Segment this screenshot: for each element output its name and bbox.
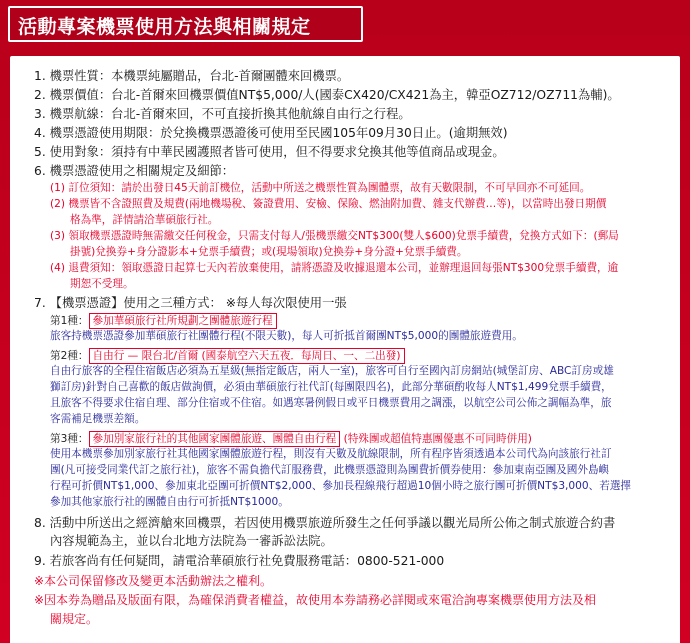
method-3-box: 參加別家旅行社的其他國家團體旅遊、團體自由行程 — [89, 431, 341, 447]
method-3-label: 第3種： — [50, 433, 89, 445]
note-2b: 關規定。 — [50, 612, 99, 626]
rule-5: 5. 使用對象：須持有中華民國護照者皆可使用，但不得要求兌換其他等值商品或現金。 — [34, 145, 505, 159]
method-3-desc-4: 參加其他家旅行社的團體自由行可折抵NT$1000。 — [50, 496, 289, 508]
method-3-desc-3: 行程可折價NT$1,000、參加東北亞團可折價NT$2,000、參加長程線飛行超過10個小時之旅行團可折價NT$3,000、若選擇 — [50, 480, 632, 492]
method-3-desc-2: 團(凡可接受同業代訂之旅行社)，旅客不需負擔代訂服務費，此機票憑證則為團費折價券使用：參加東南亞團及國外島嶼 — [50, 464, 610, 476]
method-1-heading — [50, 313, 277, 329]
rule-3: 3. 機票航線：台北-首爾來回，不可直接折換其他航線自由行之行程。 — [34, 107, 411, 121]
rule-1: 1. 機票性質：本機票純屬贈品，台北-首爾團體來回機票。 — [34, 69, 350, 83]
rule-8b: 內容規範為主，並以台北地方法院為一審訴訟法院。 — [50, 534, 333, 548]
rule-6-2b: 格為準，詳情請洽華碩旅行社。 — [70, 214, 219, 226]
method-2-heading — [50, 348, 405, 364]
note-2a: ※因本券為贈品及版面有限，為確保消費者權益，故使用本券請務必詳閱或來電洽詢專案機票使用方法及相 — [34, 593, 597, 607]
rule-2: 2. 機票價值：台北-首爾來回機票價值NT$5,000/人(國泰CX420/CX421為主，韓亞OZ712/OZ711為輔)。 — [34, 88, 620, 102]
page-title: 活動專案機票使用方法與相關規定 — [18, 16, 311, 38]
method-2-label: 第2種： — [50, 350, 89, 362]
note-1: ※本公司保留修改及變更本活動辦法之權利。 — [34, 574, 273, 588]
method-3-desc-1: 使用本機票參加別家旅行社其他國家團體旅遊行程，則沒有天數及航線限制，所有程序皆須透過本公司代為向該旅行社訂 — [50, 448, 612, 460]
rules-content — [10, 56, 680, 643]
rule-6-4a: (4) 退費須知：領取憑證日起算七天內若放棄使用，請將憑證及收據退還本公司，並辦理退回每張NT$300兌票手續費，逾 — [50, 262, 619, 274]
method-3-note: (特殊團或超值特惠團優惠不可同時併用) — [343, 433, 532, 445]
rule-8a: 8. 活動中所送出之經濟艙來回機票，若因使用機票旅遊所發生之任何爭議以觀光局所公佈之制式旅遊合約書 — [34, 516, 616, 530]
method-3-heading — [50, 431, 532, 447]
rule-4: 4. 機票憑證使用期限：於兌換機票憑證後可使用至民國105年09月30日止。(逾期無效) — [34, 126, 508, 140]
page-header — [8, 6, 363, 42]
method-2-desc-1: 自由行旅客的全程住宿飯店必須為五星級(無指定飯店，兩人一室)，旅客可自行至國內訂房網站(城堡訂房、ABC訂房或雄 — [50, 365, 614, 377]
method-1-desc: 旅客持機票憑證參加華碩旅行社團體行程(不限天數)，每人可折抵首爾團NT$5,000的團體旅遊費用。 — [50, 330, 523, 342]
rule-6-4b: 期恕不受理。 — [70, 278, 134, 290]
rules-panel — [10, 56, 680, 643]
method-2-box: 自由行 — 限台北/首爾 (國泰航空六天五夜．每周日、一、二出發) — [89, 348, 405, 364]
method-2-desc-2: 獅訂房)針對自己喜歡的飯店做詢價，必須由華碩旅行社代訂(每團限四名)，此部分華碩酌收每人NT$1,499兌票手續費， — [50, 381, 612, 393]
rule-6-2a: (2) 機票皆不含證照費及規費(兩地機場稅、簽證費用、安檢、保險、燃油附加費、雜支代辦費…等)，以當時出發日期價 — [50, 198, 607, 210]
method-2-desc-4: 客需補足機票差額。 — [50, 413, 146, 425]
method-1-box: 參加華碩旅行社所規劃之團體旅遊行程 — [89, 313, 277, 329]
method-2-desc-3: 且旅客不得要求住宿自理、部分住宿或不住宿。如遇寒暑例假日或平日機票費用之調漲，以航空公司公佈之調幅為準，旅 — [50, 397, 612, 409]
rule-7: 7. 【機票憑證】使用之三種方式： ※每人每次限使用一張 — [34, 296, 347, 310]
rule-6-1: (1) 訂位須知：請於出發日45天前訂機位，活動中所送之機票性質為團體票，故有天數限制，不可早回亦不可延回。 — [50, 182, 591, 194]
rule-9: 9. 若旅客尚有任何疑問，請電洽華碩旅行社免費服務電話：0800-521-000 — [34, 554, 445, 568]
method-1-label: 第1種： — [50, 315, 89, 327]
rule-6: 6. 機票憑證使用之相關規定及細節： — [34, 164, 235, 178]
rule-6-3a: (3) 領取機票憑證時無需繳交任何稅金，只需支付每人/張機票繳交NT$300(雙人$600)兌票手續費，兌換方式如下：(郵局 — [50, 230, 619, 242]
rule-6-3b: 掛號)兌換券+身分證影本+兌票手續費；或(現場領取)兌換券+身分證+兌票手續費。 — [70, 246, 468, 258]
